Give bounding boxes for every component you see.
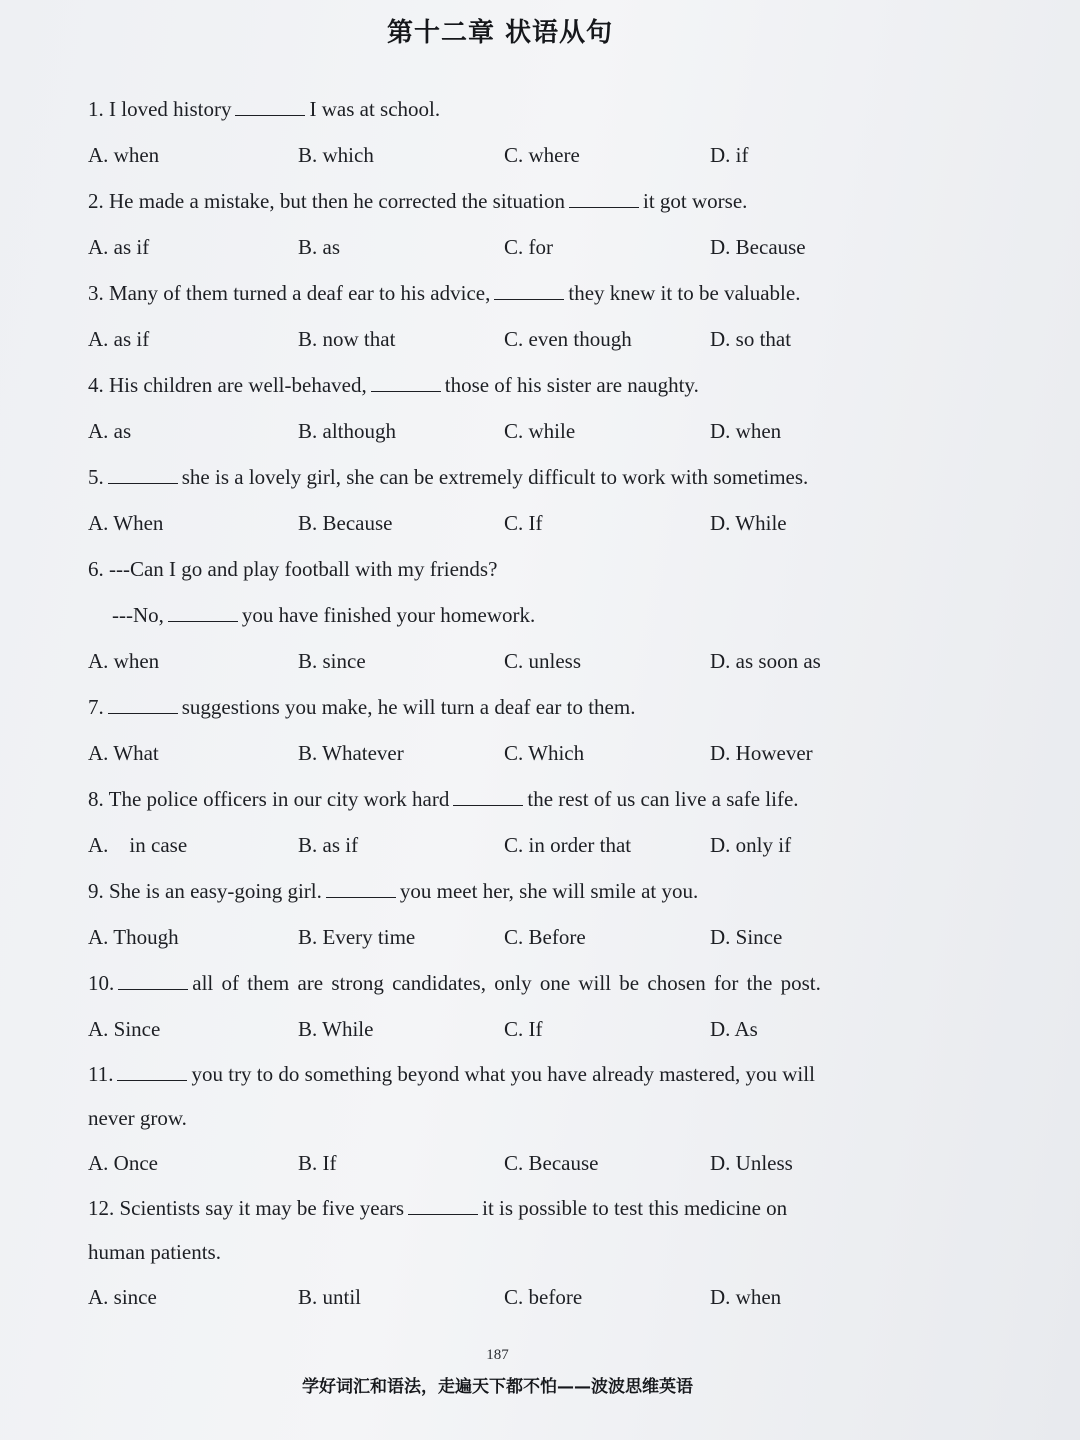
option-c: C. for [504,235,553,259]
option-a: A. What [88,741,159,765]
question-stem [88,1052,918,1140]
option-b: B. until [298,1285,362,1309]
option-c: C. in order that [504,833,632,857]
option-b: B. as [298,235,340,259]
option-d: D. so that [710,327,792,351]
answer-options [88,132,918,178]
answer-blank [569,189,639,208]
stem-text: 6. ---Can I go and play football with my friends? [88,557,498,581]
question-stem [88,454,918,500]
question-stem [88,546,918,592]
stem-text: those of his sister are naughty. [444,373,699,397]
stem-text: 11. [88,1062,114,1086]
option-d: D. only if [710,833,792,857]
question-stem [88,1186,918,1274]
answer-blank [494,281,564,300]
option-a: A. Since [88,1017,161,1041]
option-c: C. Which [504,741,585,765]
question-12 [88,1186,918,1320]
answer-blank [371,373,441,392]
question-5 [88,454,918,546]
answer-blank [117,1062,187,1081]
option-b: B. If [298,1151,337,1175]
option-d: D. if [710,143,749,167]
option-c: C. while [504,419,576,443]
option-d: D. Unless [710,1151,793,1175]
question-11 [88,1052,918,1186]
option-c: C. Because [504,1151,599,1175]
option-a: A. When [88,511,164,535]
page-number: 187 [486,1347,509,1363]
answer-blank [453,787,523,806]
answer-options [88,316,918,362]
answer-blank [408,1196,478,1215]
stem-text: 1. I loved history [88,97,232,121]
option-a: A. since [88,1285,157,1309]
question-3 [88,270,918,362]
answer-options [88,822,918,868]
stem-text: 3. Many of them turned a deaf ear to his advice, [88,281,491,305]
option-a: A. as if [88,327,150,351]
question-4 [88,362,918,454]
option-c: C. Before [504,925,586,949]
option-d: D. As [710,1017,758,1041]
option-d: D. Because [710,235,806,259]
option-d: D. when [710,419,782,443]
stem-text: human patients. [88,1240,221,1264]
option-b: B. although [298,419,396,443]
answer-blank [168,603,238,622]
option-b: B. now that [298,327,396,351]
answer-blank [108,695,178,714]
footer-slogan: 学好词汇和语法，走遍天下都不怕——波波思维英语 [302,1377,693,1397]
option-a: A. as [88,419,132,443]
stem-text: 9. She is an easy-going girl. [88,879,322,903]
stem-text: you have finished your homework. [241,603,536,627]
stem-text: 8. The police officers in our city work hard [88,787,450,811]
question-stem [88,270,918,316]
option-a: A. when [88,649,160,673]
stem-text: 5. [88,465,104,489]
stem-text: 10. [88,971,115,995]
stem-text: they knew it to be valuable. [568,281,801,305]
stem-text: suggestions you make, he will turn a deaf ear to them. [181,695,636,719]
answer-options [88,500,918,546]
stem-text: never grow. [88,1106,187,1130]
stem-text: 7. [88,695,104,719]
stem-text: 2. He made a mistake, but then he corrected the situation [88,189,566,213]
answer-options [88,408,918,454]
option-c: C. before [504,1285,583,1309]
answer-options [88,638,918,684]
question-1 [88,86,918,178]
option-a: A. as if [88,235,150,259]
answer-blank [235,97,305,116]
answer-options [88,224,918,270]
stem-text: 4. His children are well-behaved, [88,373,367,397]
answer-options [88,1274,918,1320]
answer-blank [108,465,178,484]
option-c: C. even though [504,327,632,351]
option-c: C. unless [504,649,582,673]
question-7 [88,684,918,776]
option-d: D. While [710,511,787,535]
option-c: C. If [504,511,543,535]
answer-options [88,1140,918,1186]
question-6 [88,546,918,684]
stem-text: she is a lovely girl, she can be extremely difficult to work with sometimes. [181,465,809,489]
answer-blank [326,879,396,898]
option-b: B. Whatever [298,741,404,765]
question-stem [88,684,918,730]
answer-blank [118,971,188,990]
question-stem [88,178,918,224]
stem-text: ---No, [112,603,164,627]
option-b: B. Every time [298,925,416,949]
option-a: A. in case [88,833,188,857]
question-stem [88,86,918,132]
question-stem [88,868,918,914]
question-2 [88,178,918,270]
stem-text: all of them are strong candidates, only one will be chosen for the post. [192,971,821,995]
option-a: A. when [88,143,160,167]
option-b: B. While [298,1017,374,1041]
stem-text: you try to do something beyond what you have already mastered, you will [191,1062,815,1086]
question-list [88,86,918,1320]
question-9 [88,868,918,960]
question-stem [88,362,918,408]
answer-options [88,914,918,960]
answer-options [88,1006,918,1052]
option-b: B. as if [298,833,359,857]
question-8 [88,776,918,868]
stem-text: it is possible to test this medicine on [482,1196,788,1220]
option-d: D. However [710,741,813,765]
stem-text: 12. Scientists say it may be five years [88,1196,405,1220]
option-d: D. when [710,1285,782,1309]
stem-text: you meet her, she will smile at you. [399,879,699,903]
question-stem [88,776,918,822]
option-d: D. Since [710,925,783,949]
option-d: D. as soon as [710,649,821,673]
stem-text: the rest of us can live a safe life. [527,787,799,811]
chapter-title: 第十二章 状语从句 [386,18,614,48]
option-a: A. Though [88,925,179,949]
question-10 [88,960,918,1052]
option-b: B. Because [298,511,393,535]
question-stem [88,960,918,1006]
stem-text: it got worse. [643,189,748,213]
question-stem-line-2 [88,592,918,638]
option-c: C. If [504,1017,543,1041]
option-b: B. since [298,649,366,673]
answer-options [88,730,918,776]
option-a: A. Once [88,1151,158,1175]
option-b: B. which [298,143,374,167]
stem-text: I was at school. [309,97,441,121]
option-c: C. where [504,143,580,167]
